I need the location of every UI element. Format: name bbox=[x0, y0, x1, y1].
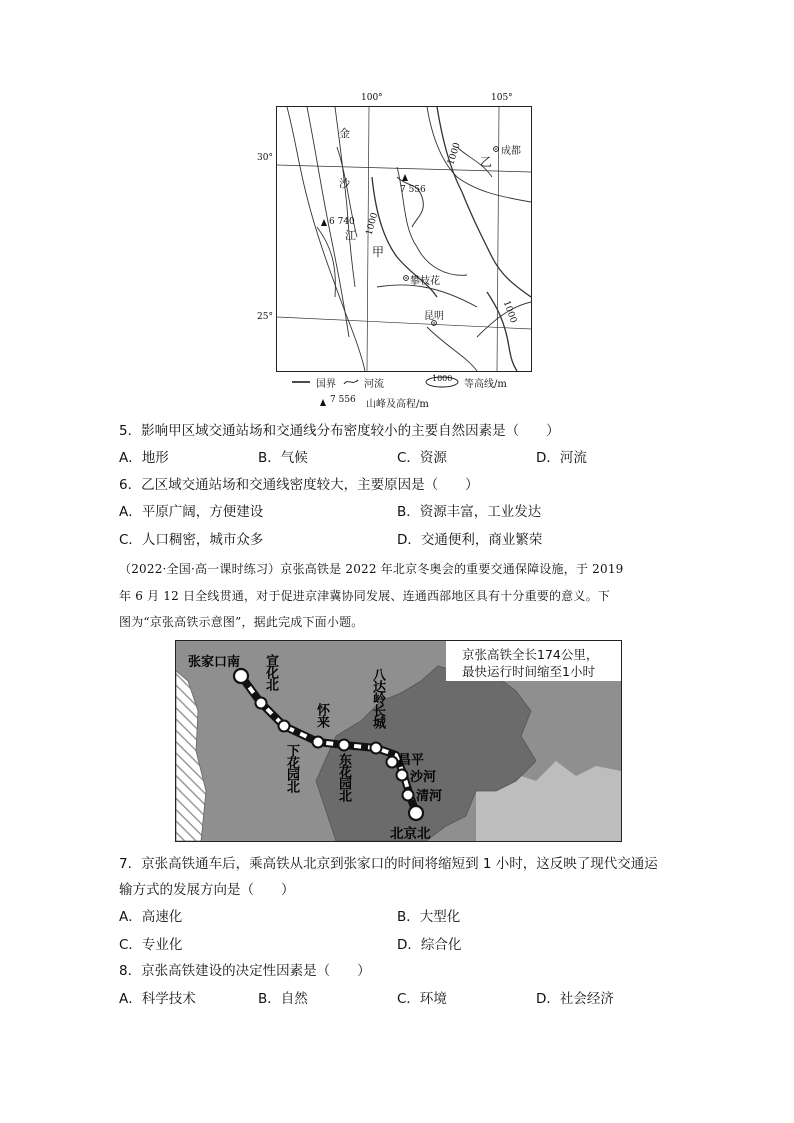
peak-marker-2 bbox=[321, 219, 327, 226]
q5-option-c: C．资源 bbox=[397, 450, 447, 466]
station-dot-donghuayuan-bei bbox=[339, 740, 350, 751]
station-dot-shahe bbox=[397, 770, 408, 781]
station-dot-qinghe bbox=[403, 790, 414, 801]
legend-peak: 山峰及高程/m bbox=[366, 399, 429, 410]
label-chengdu: 成都 bbox=[501, 146, 521, 157]
q8-option-b: B．自然 bbox=[258, 991, 308, 1007]
station-dot-badaling bbox=[371, 743, 382, 754]
q5-option-a: A．地形 bbox=[119, 450, 169, 466]
label-yi: 乙 bbox=[480, 155, 493, 169]
station-dot-xiahuayuan-bei bbox=[279, 721, 290, 732]
q7-option-b: B．大型化 bbox=[397, 909, 461, 925]
contour-label-2: 1000 bbox=[364, 211, 381, 237]
station-shahe: 沙河 bbox=[410, 770, 437, 785]
info-line-1: 京张高铁全长174公里， bbox=[462, 647, 599, 662]
q8-option-d: D．社会经济 bbox=[536, 991, 614, 1007]
q7-option-a: A．高速化 bbox=[119, 909, 183, 925]
contour-label-1: 1000 bbox=[446, 141, 463, 167]
q6-option-a: A．平原广阔，方便建设 bbox=[119, 504, 264, 520]
q8-option-c: C．环境 bbox=[397, 991, 447, 1007]
q8-option-a: A．科学技术 bbox=[119, 991, 196, 1007]
q6-option-b: B．资源丰富，工业发达 bbox=[397, 504, 542, 520]
station-dot-beijing-bei bbox=[409, 806, 423, 820]
intro-line-2: 年 6 月 12 日全线贯通，对于促进京津冀协同发展、连通西部地区具有十分重要的意义。下 bbox=[119, 589, 610, 603]
station-changping: 昌平 bbox=[398, 753, 425, 768]
station-beijing-bei: 北京北 bbox=[390, 826, 431, 842]
q5-option-b: B．气候 bbox=[258, 450, 308, 466]
station-huailai: 怀来 bbox=[314, 703, 329, 727]
legend-contour: 等高线/m bbox=[464, 379, 507, 390]
topographic-map-drawing bbox=[277, 107, 531, 371]
station-badaling: 八达岭长城 bbox=[370, 668, 385, 728]
q7-option-c: C．专业化 bbox=[119, 937, 183, 953]
station-donghuayuan-bei: 东花园北 bbox=[336, 753, 351, 801]
legend-border: 国界 bbox=[316, 379, 336, 390]
peak-elevation-1: 7 556 bbox=[400, 185, 426, 195]
question-7-line-2: 输方式的发展方向是（ ） bbox=[119, 882, 295, 898]
q5-option-d: D．河流 bbox=[536, 450, 587, 466]
station-dot-xuanhua-bei bbox=[256, 698, 267, 709]
q7-option-d: D．综合化 bbox=[397, 937, 462, 953]
station-dot-zhangjiakou-nan bbox=[234, 669, 248, 683]
longitude-label-105: 105° bbox=[491, 93, 513, 103]
question-8: 8．京张高铁建设的决定性因素是（ ） bbox=[119, 963, 371, 979]
label-jia: 甲 bbox=[372, 245, 385, 259]
station-xiahuayuan-bei: 下花园北 bbox=[284, 744, 299, 792]
longitude-label-100: 100° bbox=[361, 93, 383, 103]
legend-contour-value: 1000 bbox=[432, 374, 453, 383]
contour-label-3: 1000 bbox=[500, 299, 519, 325]
latitude-label-30: 30° bbox=[257, 153, 273, 163]
station-xuanhua-bei: 宣化北 bbox=[263, 654, 278, 690]
intro-line-1: （2022·全国·高一课时练习）京张高铁是 2022 年北京冬奥会的重要交通保障设施，于 2019 bbox=[119, 562, 624, 576]
peak-marker-1 bbox=[402, 174, 408, 181]
label-jin: 金 bbox=[339, 127, 350, 140]
map-legend bbox=[292, 374, 532, 414]
station-dot-changping bbox=[387, 757, 398, 768]
label-sha: 沙 bbox=[339, 177, 350, 190]
question-5: 5．影响甲区域交通站场和交通线分布密度较小的主要自然因素是（ ） bbox=[119, 423, 560, 439]
station-qinghe: 清河 bbox=[416, 789, 443, 804]
topographic-map bbox=[276, 106, 532, 372]
info-line-2: 最快运行时间缩至1小时 bbox=[462, 664, 595, 679]
label-kunming: 昆明 bbox=[424, 311, 444, 322]
question-6: 6．乙区域交通站场和交通线密度较大，主要原因是（ ） bbox=[119, 477, 479, 493]
q6-option-c: C．人口稠密，城市众多 bbox=[119, 532, 264, 548]
intro-line-3: 图为“京张高铁示意图”，据此完成下面小题。 bbox=[119, 615, 364, 629]
peak-elevation-2: 6 740 bbox=[329, 217, 355, 227]
railway-map bbox=[175, 640, 622, 842]
label-jiang: 江 bbox=[345, 229, 356, 242]
station-zhangjiakou-nan: 张家口南 bbox=[188, 655, 241, 670]
legend-peak-elevation: 7 556 bbox=[330, 395, 356, 405]
station-dot-huailai bbox=[313, 737, 324, 748]
latitude-label-25: 25° bbox=[257, 312, 273, 322]
question-7-line-1: 7．京张高铁通车后，乘高铁从北京到张家口的时间将缩短到 1 小时，这反映了现代交通运 bbox=[119, 856, 658, 872]
q6-option-d: D．交通便利，商业繁荣 bbox=[397, 532, 543, 548]
legend-river: 河流 bbox=[364, 379, 384, 390]
label-panzhihua: 攀枝花 bbox=[410, 276, 440, 287]
